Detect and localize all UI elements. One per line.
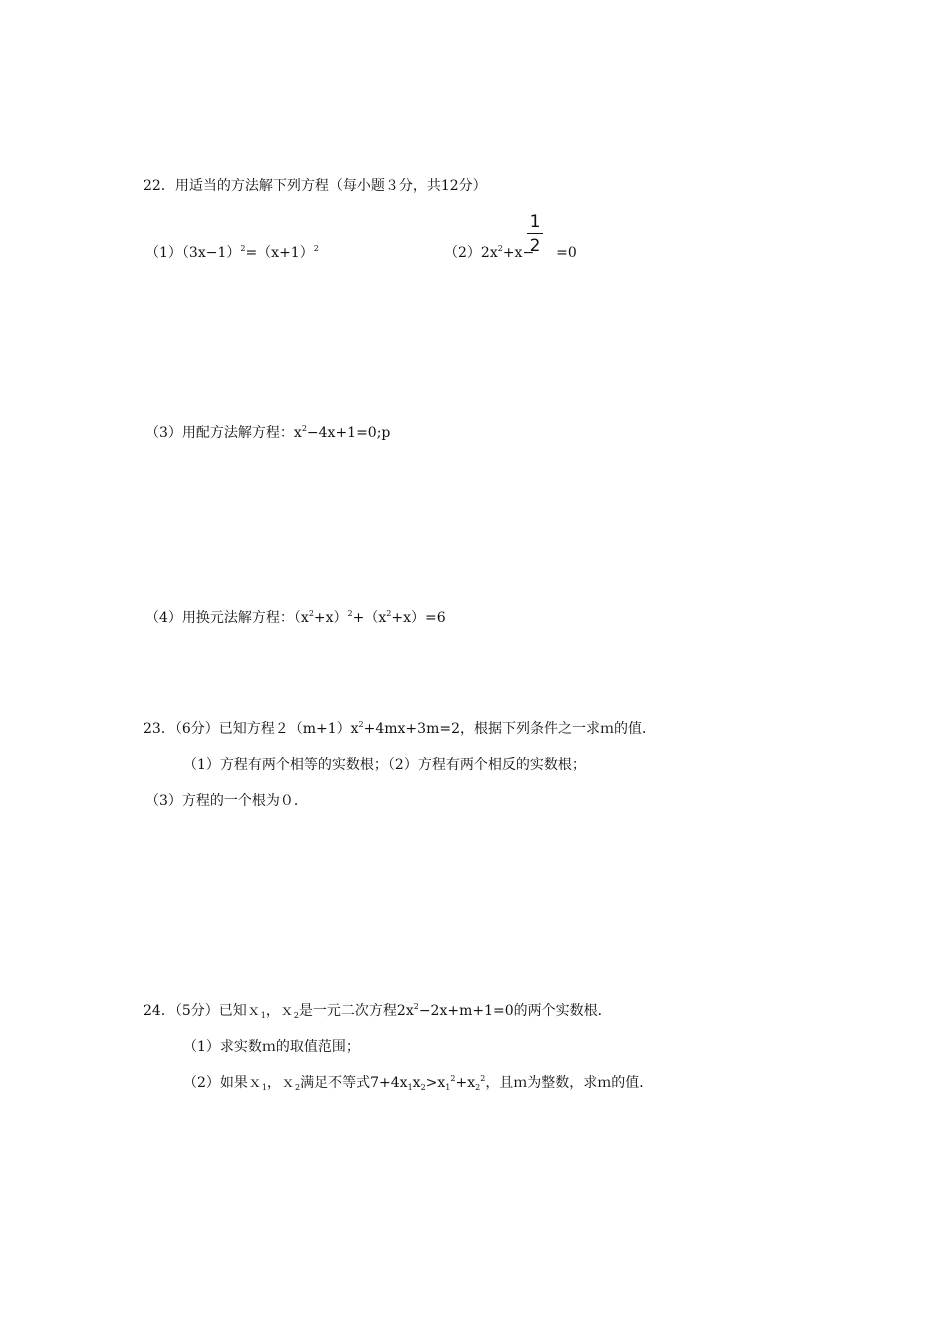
q22-part4-exp-2: 2 bbox=[347, 609, 353, 618]
q22-part4-text-e: +（x bbox=[352, 610, 387, 626]
q24-part2-o: ，且ｍ为整数，求ｍ的值． bbox=[485, 1075, 654, 1091]
q24-stem-c: ，ｘ bbox=[265, 1003, 294, 1019]
q22-part1-equation bbox=[145, 243, 319, 263]
q22-part3-exp: 2 bbox=[301, 424, 307, 433]
fraction-denominator: 2 bbox=[529, 236, 541, 256]
q24-part2-sub-3: 1 bbox=[407, 1083, 413, 1092]
q22-part4-text-c: +x） bbox=[313, 610, 348, 626]
q22-part2-exp: 2 bbox=[497, 244, 503, 253]
q22-part4-text-a: （4）用换元法解方程：（x bbox=[145, 610, 309, 626]
q23-condition-3: （3）方程的一个根为０． bbox=[145, 793, 308, 809]
q22-part1-exp-2: 2 bbox=[313, 244, 319, 253]
q22-part4-text-g: +x）=6 bbox=[391, 610, 446, 626]
q24-stem bbox=[143, 1001, 612, 1021]
q24-stem-sub-1: 1 bbox=[260, 1011, 266, 1020]
q22-part1-text-a: （1）（3x−1） bbox=[145, 245, 241, 261]
q22-part3-equation bbox=[145, 423, 390, 443]
q24-stem-sub-2: 2 bbox=[293, 1011, 299, 1020]
q22-part3-text-c: −4x+1=0;p bbox=[306, 425, 391, 441]
q24-part2 bbox=[183, 1073, 653, 1093]
q24-stem-exp: 2 bbox=[413, 1002, 419, 1011]
q24-part2-sub-5: 1 bbox=[445, 1083, 451, 1092]
q24-part2-l: +x bbox=[455, 1075, 476, 1091]
q22-part2-text-a: （2）2x bbox=[444, 245, 498, 261]
q23-conditions-1-2: （1）方程有两个相等的实数根；（2）方程有两个相反的实数根； bbox=[183, 757, 586, 773]
q24-part2-e: 满足不等式7+4x bbox=[300, 1075, 408, 1091]
q24-part2-a: （2）如果ｘ bbox=[183, 1075, 262, 1091]
fraction-numerator: 1 bbox=[529, 212, 541, 232]
q23-stem-exp: 2 bbox=[358, 720, 364, 729]
q22-part4-exp-3: 2 bbox=[386, 609, 392, 618]
q24-stem-a: 24．（5分）已知ｘ bbox=[143, 1003, 261, 1019]
q24-part2-sub-6: 2 bbox=[475, 1083, 481, 1092]
q22-part3-text-a: （3）用配方法解方程：x bbox=[145, 425, 302, 441]
q24-part2-sub-4: 2 bbox=[420, 1083, 426, 1092]
q23-stem bbox=[143, 719, 656, 739]
q22-title: 22．用适当的方法解下列方程（每小题３分，共12分） bbox=[143, 178, 487, 194]
q24-part1: （1）求实数ｍ的取值范围； bbox=[183, 1039, 360, 1055]
q23-stem-c: +4mx+3m=2，根据下列条件之一求ｍ的值． bbox=[363, 721, 656, 737]
q22-part2-equation bbox=[444, 243, 577, 263]
q24-part2-sub-2: 2 bbox=[295, 1083, 301, 1092]
q22-part4-exp-1: 2 bbox=[308, 609, 314, 618]
q22-part1-exp-1: 2 bbox=[240, 244, 246, 253]
q23-stem-a: 23．（6分）已知方程２（m+1）x bbox=[143, 721, 359, 737]
q24-stem-e: 是一元二次方程2x bbox=[298, 1003, 414, 1019]
q24-part2-exp-1: 2 bbox=[450, 1074, 456, 1083]
q24-part2-g: x bbox=[412, 1075, 421, 1091]
fraction-bar bbox=[527, 233, 543, 234]
q24-stem-g: −2x+m+1=0的两个实数根． bbox=[418, 1003, 612, 1019]
q24-part2-exp-2: 2 bbox=[480, 1074, 486, 1083]
q24-part2-c: ，ｘ bbox=[267, 1075, 296, 1091]
q22-part1-text-c: =（x+1） bbox=[245, 245, 314, 261]
q22-part2-fraction bbox=[527, 212, 543, 256]
q22-part2-text-d: =0 bbox=[556, 245, 577, 261]
q24-part2-i: >x bbox=[425, 1075, 446, 1091]
q22-part4-equation bbox=[145, 608, 446, 628]
q22-part2-text-c: +x− bbox=[502, 245, 535, 261]
q24-part2-sub-1: 1 bbox=[261, 1083, 268, 1092]
